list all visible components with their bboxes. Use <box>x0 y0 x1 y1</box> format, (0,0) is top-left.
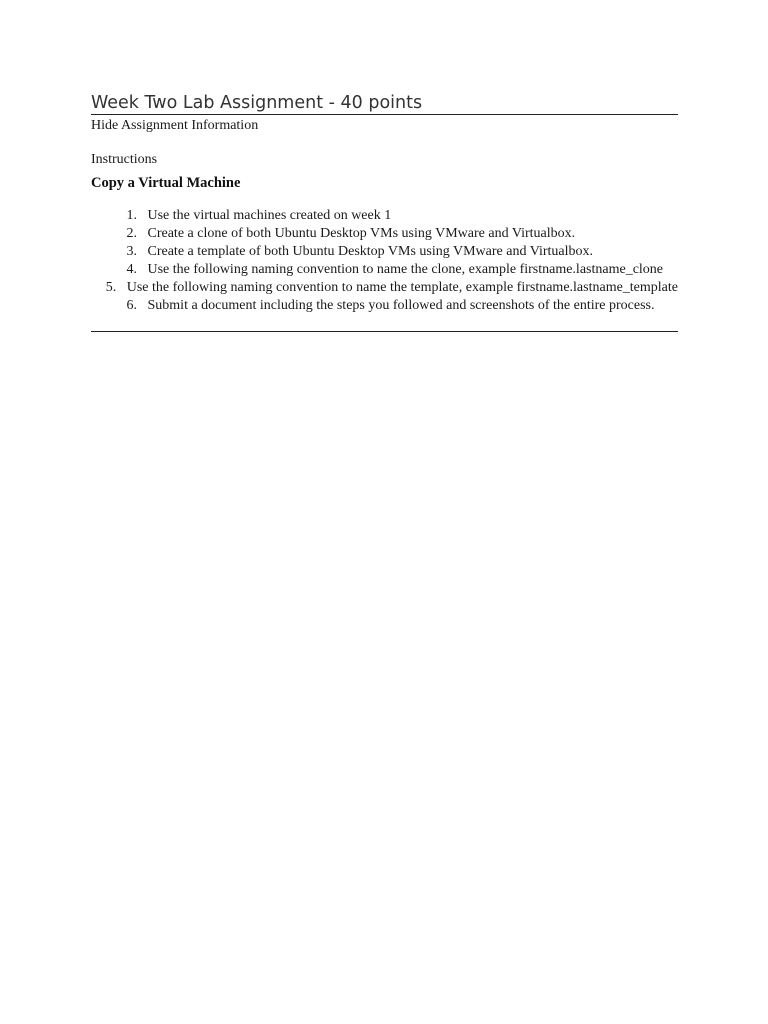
list-item <box>91 261 678 279</box>
step-text: Create a template of both Ubuntu Desktop VMs using VMware and Virtualbox. <box>147 244 594 259</box>
step-text: Create a clone of both Ubuntu Desktop VMs using VMware and Virtualbox. <box>147 226 576 241</box>
step-text: Submit a document including the steps you followed and screenshots of the entire process. <box>147 298 655 313</box>
step-number: 1. <box>126 208 137 223</box>
list-item <box>91 279 678 297</box>
step-number: 5. <box>105 280 117 295</box>
section-heading: Copy a Virtual Machine <box>91 175 241 191</box>
list-item <box>91 297 678 315</box>
step-number: 4. <box>126 262 137 277</box>
list-item <box>91 225 678 243</box>
step-text: Use the following naming convention to name the template, example firstname.lastname_template <box>126 280 678 295</box>
instruction-steps-list <box>91 207 678 315</box>
step-number: 3. <box>126 244 137 259</box>
hide-assignment-info-link[interactable]: Hide Assignment Information <box>91 118 259 133</box>
step-number: 2. <box>126 226 137 241</box>
list-item <box>91 243 678 261</box>
step-text: Use the following naming convention to name the clone, example firstname.lastname_clone <box>147 262 664 277</box>
section-divider <box>91 331 678 332</box>
assignment-panel <box>91 92 678 332</box>
step-number: 6. <box>126 298 137 313</box>
page-title: Week Two Lab Assignment - 40 points <box>91 92 678 115</box>
list-item <box>91 207 678 225</box>
instructions-label: Instructions <box>91 152 158 167</box>
step-text: Use the virtual machines created on week 1 <box>147 208 392 223</box>
